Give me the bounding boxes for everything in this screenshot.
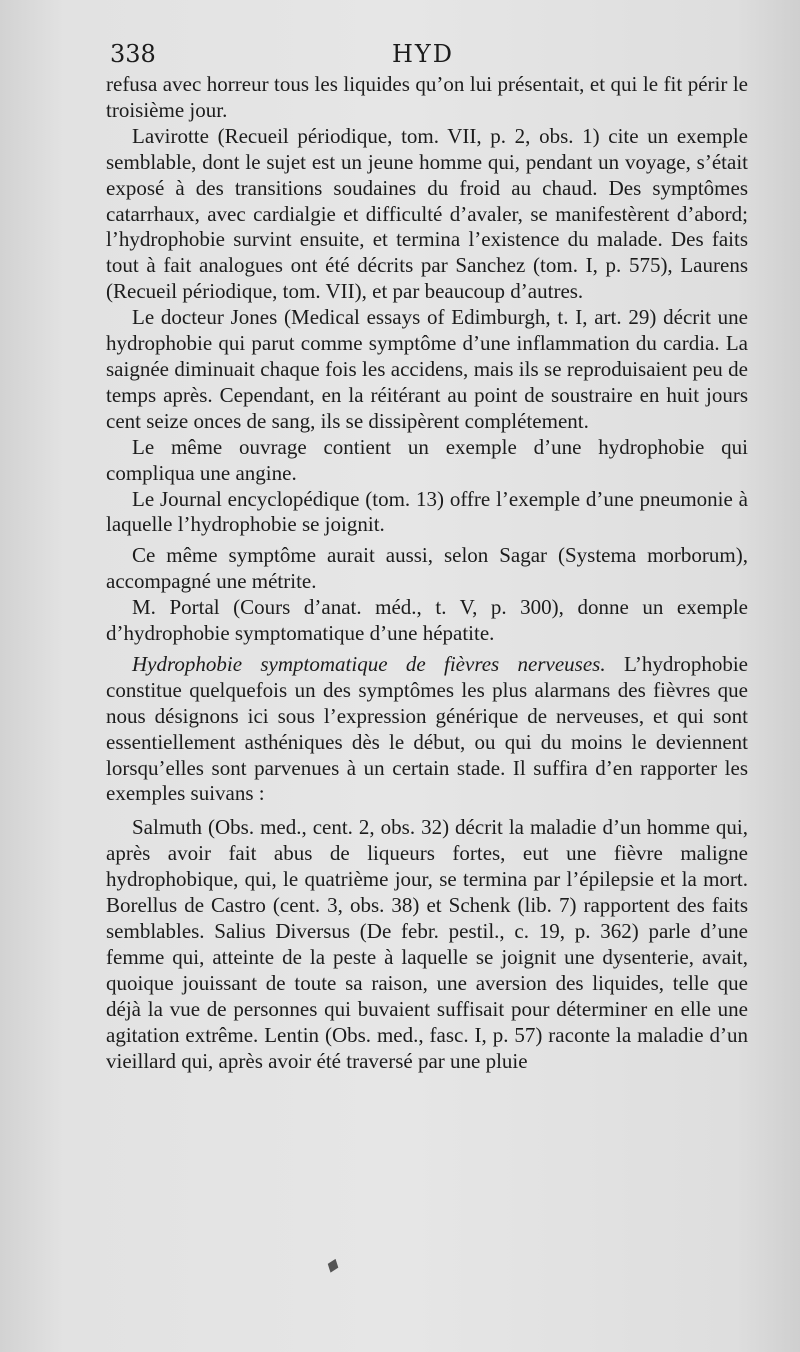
running-head: HYD	[392, 40, 455, 68]
body-text	[106, 72, 748, 1074]
page-header	[110, 38, 750, 68]
page-number: 338	[110, 40, 156, 68]
paragraph: Le docteur Jones (Medical essays of Edimburgh, t. I, art. 29) décrit une hydrophobie qui parut comme symptôme d’une inflammation du cardia. La saignée diminuait chaque fois les accidens, mais ils se reproduisaient peu de temps après. Cependant, en la réitérant au point de soustraire en huit jours cent seize onces de sang, ils se dissipèrent complétement.	[106, 305, 748, 433]
paragraph: Salmuth (Obs. med., cent. 2, obs. 32) décrit la maladie d’un homme qui, après avoir fait abus de liqueurs fortes, eut une fièvre maligne hydrophobique, qui, le quatrième jour, se termina par l’épilepsie et la mort. Borellus de Castro (cent. 3, obs. 38) et Schenk (lib. 7) rapportent des faits semblables. Salius Diversus (De febr. pestil., c. 19, p. 362) parle d’une femme qui, atteinte de la peste à laquelle se joignit une dysenterie, avait, quoique jouissant de toute sa raison, une aversion des liquides, telle que déjà la vue de personnes qui buvaient suffisait pour déterminer en elle une agitation extrême. Lentin (Obs. med., fasc. I, p. 57) raconte la maladie d’un vieillard qui, après avoir été traversé par une pluie	[106, 815, 748, 1073]
paragraph: M. Portal (Cours d’anat. méd., t. V, p. 300), donne un exemple d’hydrophobie symptomatique d’une hépatite.	[106, 595, 748, 646]
paragraph: Le même ouvrage contient un exemple d’une hydrophobie qui compliqua une angine.	[106, 434, 748, 485]
paragraph: Ce même symptôme aurait aussi, selon Sagar (Systema morborum), accompagné une métrite.	[106, 543, 748, 594]
paragraph: refusa avec horreur tous les liquides qu’on lui présentait, et qui le fit périr le troisième jour.	[106, 72, 748, 122]
paragraph: Lavirotte (Recueil périodique, tom. VII, p. 2, obs. 1) cite un exemple semblable, dont le sujet est un jeune homme qui, pendant un voyage, s’était exposé à des transitions soudaines du froid au chaud. Des symptômes catarrhaux, avec cardialgie et difficulté d’avaler, se manifestèrent d’abord; l’hydrophobie survint ensuite, et termina l’existence du malade. Des faits tout à fait analogues ont été décrits par Sanchez (tom. I, p. 575), Laurens (Recueil périodique, tom. VII), et par beaucoup d’autres.	[106, 123, 748, 304]
paragraph-text: L’hydrophobie constitue quelquefois un des symptômes les plus alarmans des fièvres que nous désignons ici sous l’expression générique de nerveuses, et qui sont essentiellement asthéniques dès le début, ou qui du moins le deviennent lorsqu’elles sont parvenues à un certain stade. Il suffira d’en rapporter les exemples suivans :	[106, 651, 748, 806]
ink-mark: ♦	[320, 1251, 346, 1281]
paragraph-with-heading	[106, 652, 748, 807]
paragraph: Le Journal encyclopédique (tom. 13) offre l’exemple d’une pneumonie à laquelle l’hydrophobie se joignit.	[106, 486, 748, 537]
section-heading: Hydrophobie symptomatique de fièvres nerveuses.	[132, 651, 606, 676]
